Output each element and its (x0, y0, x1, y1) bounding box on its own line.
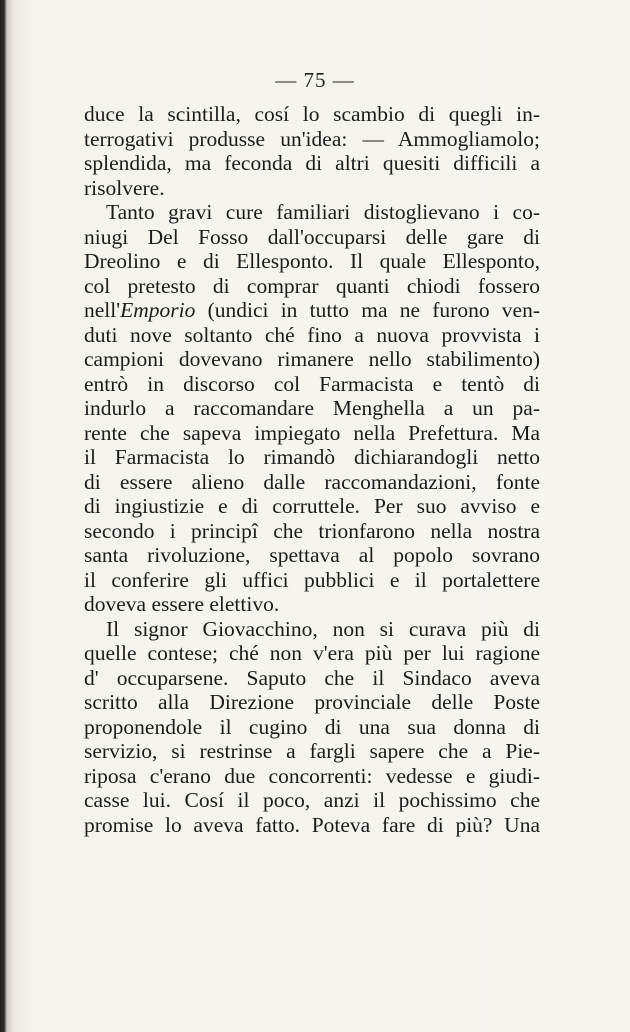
text-line: indurlo a raccomandare Menghella a un pa- (84, 396, 540, 420)
text-line: promise lo aveva fatto. Poteva fare di più? Una (84, 812, 540, 837)
text-line: santa rivoluzione, spettava al popolo sovrano (84, 543, 540, 567)
text-line: proponendole il cugino di una sua donna di (84, 714, 540, 739)
text-line: col pretesto di comprar quanti chiodi fossero (84, 273, 540, 298)
text-line: entrò in discorso col Farmacista e tentò di (84, 371, 540, 396)
text-line: scritto alla Direzione provinciale delle Poste (84, 690, 540, 714)
text-line-with-italic (84, 298, 540, 323)
text-line: duce la scintilla, cosí lo scambio di quegli in- (84, 102, 540, 126)
text-line: di essere alieno dalle raccomandazioni, fonte (84, 469, 540, 494)
text-line: d' occuparsene. Saputo che il Sindaco aveva (84, 665, 540, 690)
text-line: splendida, ma feconda di altri quesiti difficili a (84, 151, 540, 175)
text-line: rente che sapeva impiegato nella Prefettura. Ma (84, 420, 540, 445)
body-text (84, 102, 540, 837)
paragraph-3 (84, 617, 540, 838)
text-line: Tanto gravi cure familiari distoglievano i co- (106, 200, 540, 224)
paragraph-1 (84, 102, 540, 200)
text-line: il conferire gli uffici pubblici e il portalettere (84, 567, 540, 592)
text-line: risolvere. (84, 175, 165, 200)
text-line: Dreolino e di Ellesponto. Il quale Ellesponto, (84, 249, 540, 273)
text-line: quelle contese; ché non v'era più per lui ragione (84, 641, 540, 665)
text-fragment: (undici in tutto ma ne furono ven- (195, 298, 540, 322)
paragraph-2 (84, 200, 540, 617)
text-line: doveva essere elettivo. (84, 592, 280, 616)
text-line: niugi Del Fosso dall'occuparsi delle gare di (84, 224, 540, 249)
page-number: — 75 — (275, 68, 355, 92)
text-line: casse lui. Cosí il poco, anzi il pochissimo che (84, 788, 540, 812)
text-line: secondo i principî che trionfarono nella nostra (84, 518, 540, 543)
italic-title: Emporio (120, 298, 196, 322)
text-fragment: nell' (84, 298, 121, 322)
text-line: Il signor Giovacchino, non si curava più di (106, 616, 540, 641)
text-line: duti nove soltanto ché fino a nuova provvista i (84, 322, 540, 347)
text-line: riposa c'erano due concorrenti: vedesse e giudi- (84, 763, 540, 788)
text-line: il Farmacista lo rimandò dichiarandogli netto (84, 445, 540, 469)
text-line: campioni dovevano rimanere nello stabilimento) (84, 347, 540, 371)
text-line: di ingiustizie e di corruttele. Per suo avviso e (84, 494, 540, 518)
text-line: terrogativi produsse un'idea: — Ammogliamolo; (84, 126, 540, 151)
text-line: servizio, si restrinse a fargli sapere che a Pie- (84, 739, 540, 763)
